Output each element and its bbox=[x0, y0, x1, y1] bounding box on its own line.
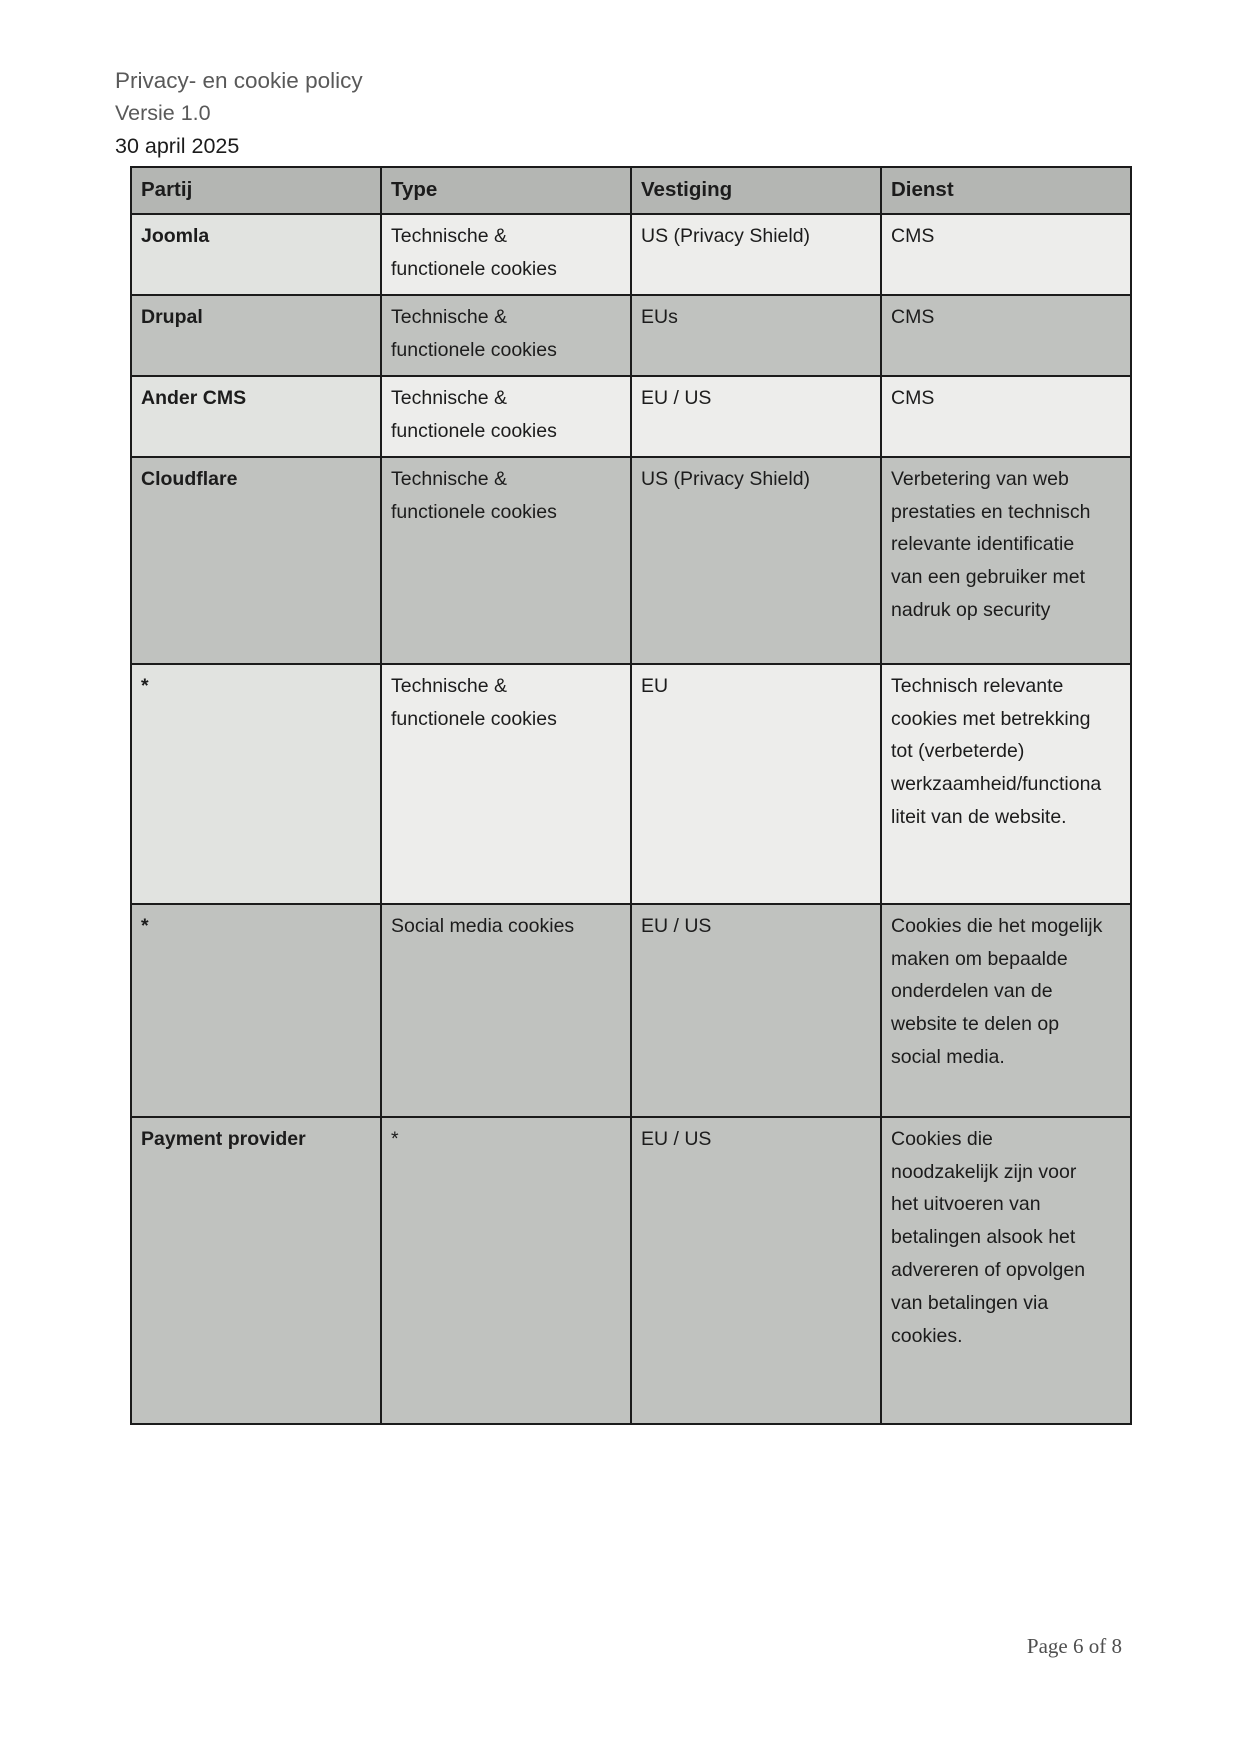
cell-partij: Cloudflare bbox=[131, 457, 381, 664]
cell-vestiging: EU / US bbox=[631, 1117, 881, 1424]
cell-dienst: Verbetering van web prestaties en technisch relevante identificatie van een gebruiker met nadruk op security bbox=[881, 457, 1131, 664]
cell-dienst: CMS bbox=[881, 295, 1131, 376]
cell-type: Social media cookies bbox=[381, 904, 631, 1117]
table-row bbox=[131, 904, 1131, 1117]
document-header bbox=[115, 64, 363, 163]
cell-partij: * bbox=[131, 664, 381, 904]
cell-vestiging: EU / US bbox=[631, 376, 881, 457]
date-label: 30 april 2025 bbox=[115, 134, 240, 158]
cell-vestiging: EU bbox=[631, 664, 881, 904]
table-row bbox=[131, 1117, 1131, 1424]
table-row bbox=[131, 295, 1131, 376]
page-number: Page 6 of 8 bbox=[1026, 1634, 1122, 1658]
table-row bbox=[131, 664, 1131, 904]
cell-partij: * bbox=[131, 904, 381, 1117]
cell-type: Technische & functionele cookies bbox=[381, 457, 631, 664]
column-header-vestiging: Vestiging bbox=[631, 167, 881, 214]
cell-vestiging: US (Privacy Shield) bbox=[631, 214, 881, 295]
cell-partij: Joomla bbox=[131, 214, 381, 295]
page-title: Privacy- en cookie policy bbox=[115, 68, 363, 93]
cell-vestiging: US (Privacy Shield) bbox=[631, 457, 881, 664]
cell-vestiging: EU / US bbox=[631, 904, 881, 1117]
cell-dienst: Cookies die het mogelijk maken om bepaalde onderdelen van de website te delen op social media. bbox=[881, 904, 1131, 1117]
cell-partij: Ander CMS bbox=[131, 376, 381, 457]
cell-type: Technische & functionele cookies bbox=[381, 664, 631, 904]
cell-type: Technische & functionele cookies bbox=[381, 214, 631, 295]
table-header-row bbox=[131, 167, 1131, 214]
cell-vestiging: EUs bbox=[631, 295, 881, 376]
cell-partij: Payment provider bbox=[131, 1117, 381, 1424]
version-label: Versie 1.0 bbox=[115, 101, 211, 125]
cell-type: * bbox=[381, 1117, 631, 1424]
table-row bbox=[131, 457, 1131, 664]
table-row bbox=[131, 214, 1131, 295]
cell-dienst: CMS bbox=[881, 214, 1131, 295]
cell-type: Technische & functionele cookies bbox=[381, 376, 631, 457]
column-header-dienst: Dienst bbox=[881, 167, 1131, 214]
cell-dienst: Technisch relevante cookies met betrekking tot (verbeterde) werkzaamheid/functionaliteit van de website. bbox=[881, 664, 1131, 904]
column-header-partij: Partij bbox=[131, 167, 381, 214]
cell-dienst: CMS bbox=[881, 376, 1131, 457]
table-row bbox=[131, 376, 1131, 457]
cell-dienst: Cookies die noodzakelijk zijn voor het uitvoeren van betalingen alsook het advereren of opvolgen van betalingen via cookies. bbox=[881, 1117, 1131, 1424]
column-header-type: Type bbox=[381, 167, 631, 214]
cell-partij: Drupal bbox=[131, 295, 381, 376]
cookie-policy-table bbox=[130, 166, 1132, 1425]
cell-type: Technische & functionele cookies bbox=[381, 295, 631, 376]
